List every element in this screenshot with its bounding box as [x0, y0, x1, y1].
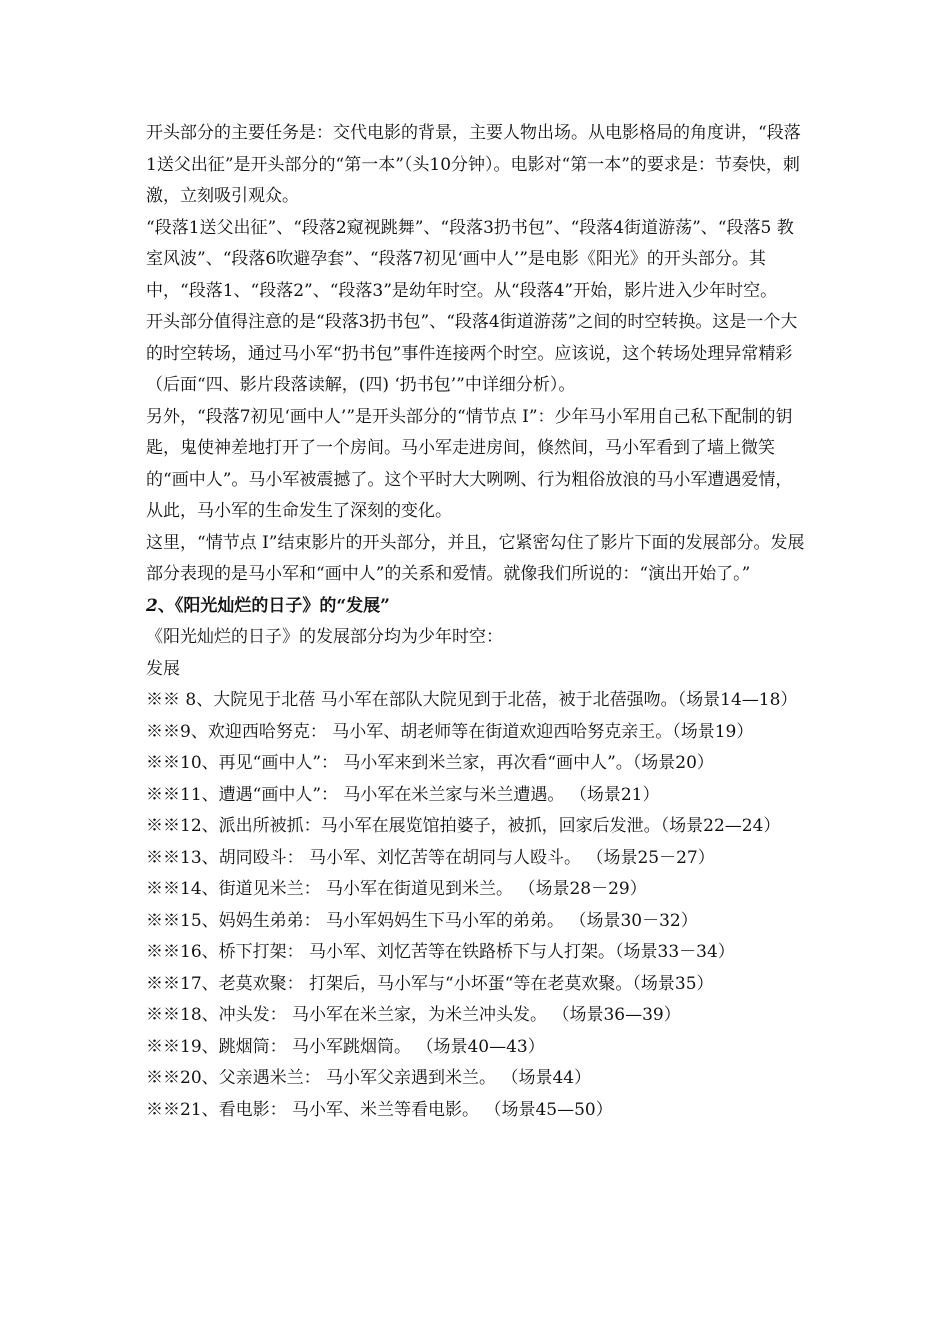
paragraph-opening-segments: “段落1送父出征”、“段落2窥视跳舞”、“段落3扔书包”、“段落4街道游荡”、“段落5 教室风波”、“段落6吹避孕套”、“段落7初见‘画中人’”是电影《阳光》的开头部分。其中，“段落1、“段落2”、“段落3”是幼年时空。从“段落4”开始，影片进入少年时空。 — [146, 217, 794, 301]
paragraph-development-intro: 这里，“情节点 I”结束影片的开头部分，并且，它紧密勾住了影片下面的发展部分。发展部分表现的是马小军和“画中人”的关系和爱情。就像我们所说的：“演出开始了。” — [146, 532, 805, 584]
scene-item: ※※18、冲头发： 马小军在米兰家，为米兰冲头发。 （场景36—39） — [146, 1005, 681, 1025]
scene-item: ※※10、再见“画中人”： 马小军来到米兰家，再次看“画中人”。（场景20） — [146, 753, 714, 773]
scene-item: ※※15、妈妈生弟弟： 马小军妈妈生下马小军的弟弟。 （场景30－32） — [146, 910, 698, 931]
scene-item: ※※17、老莫欢聚： 打架后，马小军与“小坏蛋“等在老莫欢聚。（场景35） — [146, 973, 714, 994]
paragraph-plot-point: 另外，“段落7初见‘画中人’”是开头部分的“情节点 I”：少年马小军用自己私下配制的钥匙，鬼使神差地打开了一个房间。马小军走进房间，倏然间，马小军看到了墙上微笑的“画中人”。马小军被震撼了。这个平时大大咧咧、行为粗俗放浪的马小军遭遇爱情，从此，马小军的生命发生了深刻的变化。 — [146, 406, 793, 521]
scene-item: ※※13、胡同殴斗： 马小军、刘忆苦等在胡同与人殴斗。 （场景25－27） — [146, 847, 715, 868]
paragraph-transition: 开头部分值得注意的是“段落3扔书包”、“段落4街道游荡”之间的时空转换。这是一个大的时空转场，通过马小军“扔书包”事件连接两个时空。应该说，这个转场处理异常精彩（后面“四、影片段落读解，(四) ‘扔书包’”中详细分析）。 — [146, 312, 798, 395]
section-heading — [146, 591, 808, 623]
document-body — [146, 118, 808, 1126]
scene-item: ※※21、看电影： 马小军、米兰等看电影。 （场景45—50） — [146, 1099, 613, 1120]
scene-item: ※※16、桥下打架： 马小军、刘忆苦等在铁路桥下与人打架。（场景33－34） — [146, 942, 735, 962]
scene-item: ※※9、欢迎西哈努克： 马小军、胡老师等在街道欢迎西哈努克亲王。（场景19） — [146, 721, 754, 742]
scene-item: ※※12、派出所被抓：马小军在展览馆拍婆子，被抓，回家后发泄。（场景22—24） — [146, 816, 781, 836]
section-heading-text: 、《阳光灿烂的日子》的“发展” — [157, 595, 390, 616]
section-intro: 《阳光灿烂的日子》的发展部分均为少年时空： — [146, 627, 503, 647]
scene-item: ※※19、跳烟筒： 马小军跳烟筒。 （场景40—43） — [146, 1036, 545, 1057]
paragraph-opening-task: 开头部分的主要任务是：交代电影的背景，主要人物出场。从电影格局的角度讲，“段落1送父出征”是开头部分的“第一本”（头10分钟）。电影对“第一本”的要求是：节奏快，刺激，立刻吸引观众。 — [146, 123, 801, 206]
scene-item: ※※11、遭遇“画中人”： 马小军在米兰家与米兰遭遇。 （场景21） — [146, 784, 660, 805]
section-heading-number: 2 — [146, 595, 158, 616]
scene-list — [146, 685, 808, 1126]
section-label: 发展 — [146, 658, 180, 679]
scene-item: ※※20、父亲遇米兰： 马小军父亲遇到米兰。 （场景44） — [146, 1068, 592, 1088]
scene-item: ※※ 8、大院见于北蓓 马小军在部队大院见到于北蓓，被于北蓓强吻。（场景14—18） — [146, 690, 798, 710]
scene-item: ※※14、街道见米兰： 马小军在街道见到米兰。 （场景28－29） — [146, 879, 647, 899]
